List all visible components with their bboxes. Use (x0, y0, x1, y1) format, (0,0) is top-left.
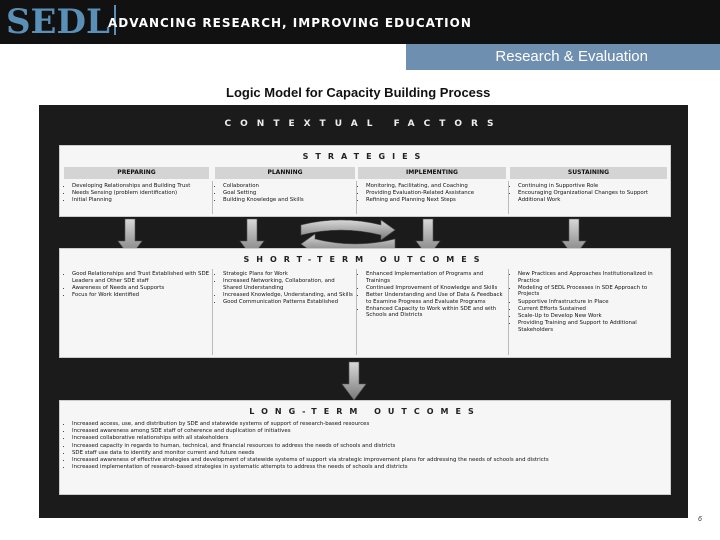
down-arrow-icon (342, 362, 366, 400)
logic-model-diagram (39, 105, 688, 518)
section-label: Research & Evaluation (406, 44, 720, 70)
col-heading-planning: PLANNING (215, 167, 355, 179)
short-term-panel (59, 248, 671, 358)
short-term-col-4 (510, 271, 667, 334)
list-item: • Increased implementation of research-based strategies in systematic attempts to address the needs of schools and districts (72, 464, 664, 471)
list-item: • Goal Setting (223, 190, 355, 197)
list-item: • Providing Evaluation-Related Assistance (366, 190, 506, 197)
list-item: • Increased awareness among SDE staff of coherence and duplication of initiatives (72, 428, 664, 435)
list-item: • New Practices and Approaches Institutionalized in Practice (518, 271, 667, 284)
list-item: • Strategic Plans for Work (223, 271, 355, 278)
short-term-title: SHORT-TERM OUTCOMES (243, 255, 487, 264)
list-item: • Increased collaborative relationships with all stakeholders (72, 435, 664, 442)
list-item: • Awareness of Needs and Supports (72, 285, 210, 292)
list-item: • Current Efforts Sustained (518, 306, 667, 313)
list-item: • Initial Planning (72, 197, 210, 204)
list-item: • Better Understanding and Use of Data & Feedback to Examine Progress and Evaluate Programs (366, 292, 506, 305)
short-term-col-1 (64, 271, 210, 299)
long-term-title: LONG-TERM OUTCOMES (249, 407, 481, 416)
column-divider (212, 181, 213, 214)
contextual-factors-label: CONTEXTUAL FACTORS (224, 119, 503, 129)
page-number: 6 (698, 516, 702, 523)
list-item: • Scale-Up to Develop New Work (518, 313, 667, 320)
list-item: • Developing Relationships and Building Trust (72, 183, 210, 190)
list-item: • Continuing in Supportive Role (518, 183, 667, 190)
list-item: • Refining and Planning Next Steps (366, 197, 506, 204)
column-divider (356, 269, 357, 355)
list-item: • Good Relationships and Trust Established with SDE Leaders and Other SDE staff (72, 271, 210, 284)
tagline: ADVANCING RESEARCH, IMPROVING EDUCATION (108, 16, 472, 30)
column-divider (508, 181, 509, 214)
strategies-preparing-list (64, 183, 210, 205)
long-term-arrow (339, 360, 369, 402)
strategies-title: STRATEGIES (302, 152, 428, 161)
list-item: • Increased Knowledge, Understanding, and Skills (223, 292, 355, 299)
long-term-list (64, 421, 664, 471)
list-item: • Increased access, use, and distribution by SDE and statewide systems of support of research-based resources (72, 421, 664, 428)
list-item: • Building Knowledge and Skills (223, 197, 355, 204)
strategies-sustaining-list (510, 183, 667, 204)
long-term-panel (59, 400, 671, 495)
page-title: Logic Model for Capacity Building Process (226, 85, 491, 100)
list-item: • Enhanced Capacity to Work within SDE and with Schools and Districts (366, 306, 506, 319)
list-item: • Collaboration (223, 183, 355, 190)
column-divider (356, 181, 357, 214)
list-item: • Increased awareness of effective strategies and development of statewide systems of support via strategic improvement plans for addressing the needs of schools and districts (72, 457, 664, 464)
strategies-planning-list (215, 183, 355, 205)
list-item: • Modeling of SEDL Processes in SDE Approach to Projects (518, 285, 667, 298)
column-divider (212, 269, 213, 355)
list-item: • SDE staff use data to identify and monitor current and future needs (72, 450, 664, 457)
col-heading-implementing: IMPLEMENTING (358, 167, 506, 179)
list-item: • Needs Sensing (problem identification) (72, 190, 210, 197)
sedl-logo[interactable]: SEDL (6, 5, 116, 39)
col-heading-preparing: PREPARING (64, 167, 209, 179)
list-item: • Focus for Work Identified (72, 292, 210, 299)
list-item: • Providing Training and Support to Additional Stakeholders (518, 320, 667, 333)
list-item: • Supportive Infrastructure in Place (518, 299, 667, 306)
list-item: • Continued Improvement of Knowledge and Skills (366, 285, 506, 292)
list-item: • Increased Networking, Collaboration, and Shared Understanding (223, 278, 355, 291)
list-item: • Enhanced Implementation of Programs and Trainings (366, 271, 506, 284)
short-term-col-2 (215, 271, 355, 306)
strategies-panel (59, 145, 671, 217)
strategies-implementing-list (358, 183, 506, 205)
col-heading-sustaining: SUSTAINING (510, 167, 667, 179)
list-item: • Monitoring, Facilitating, and Coaching (366, 183, 506, 190)
column-divider (508, 269, 509, 355)
list-item: • Encouraging Organizational Changes to Support Additional Work (518, 190, 667, 203)
short-term-col-3 (358, 271, 506, 320)
list-item: • Increased capacity in regards to human, technical, and financial resources to address the needs of schools and districts (72, 443, 664, 450)
list-item: • Good Communication Patterns Established (223, 299, 355, 306)
header-bar (0, 0, 720, 44)
